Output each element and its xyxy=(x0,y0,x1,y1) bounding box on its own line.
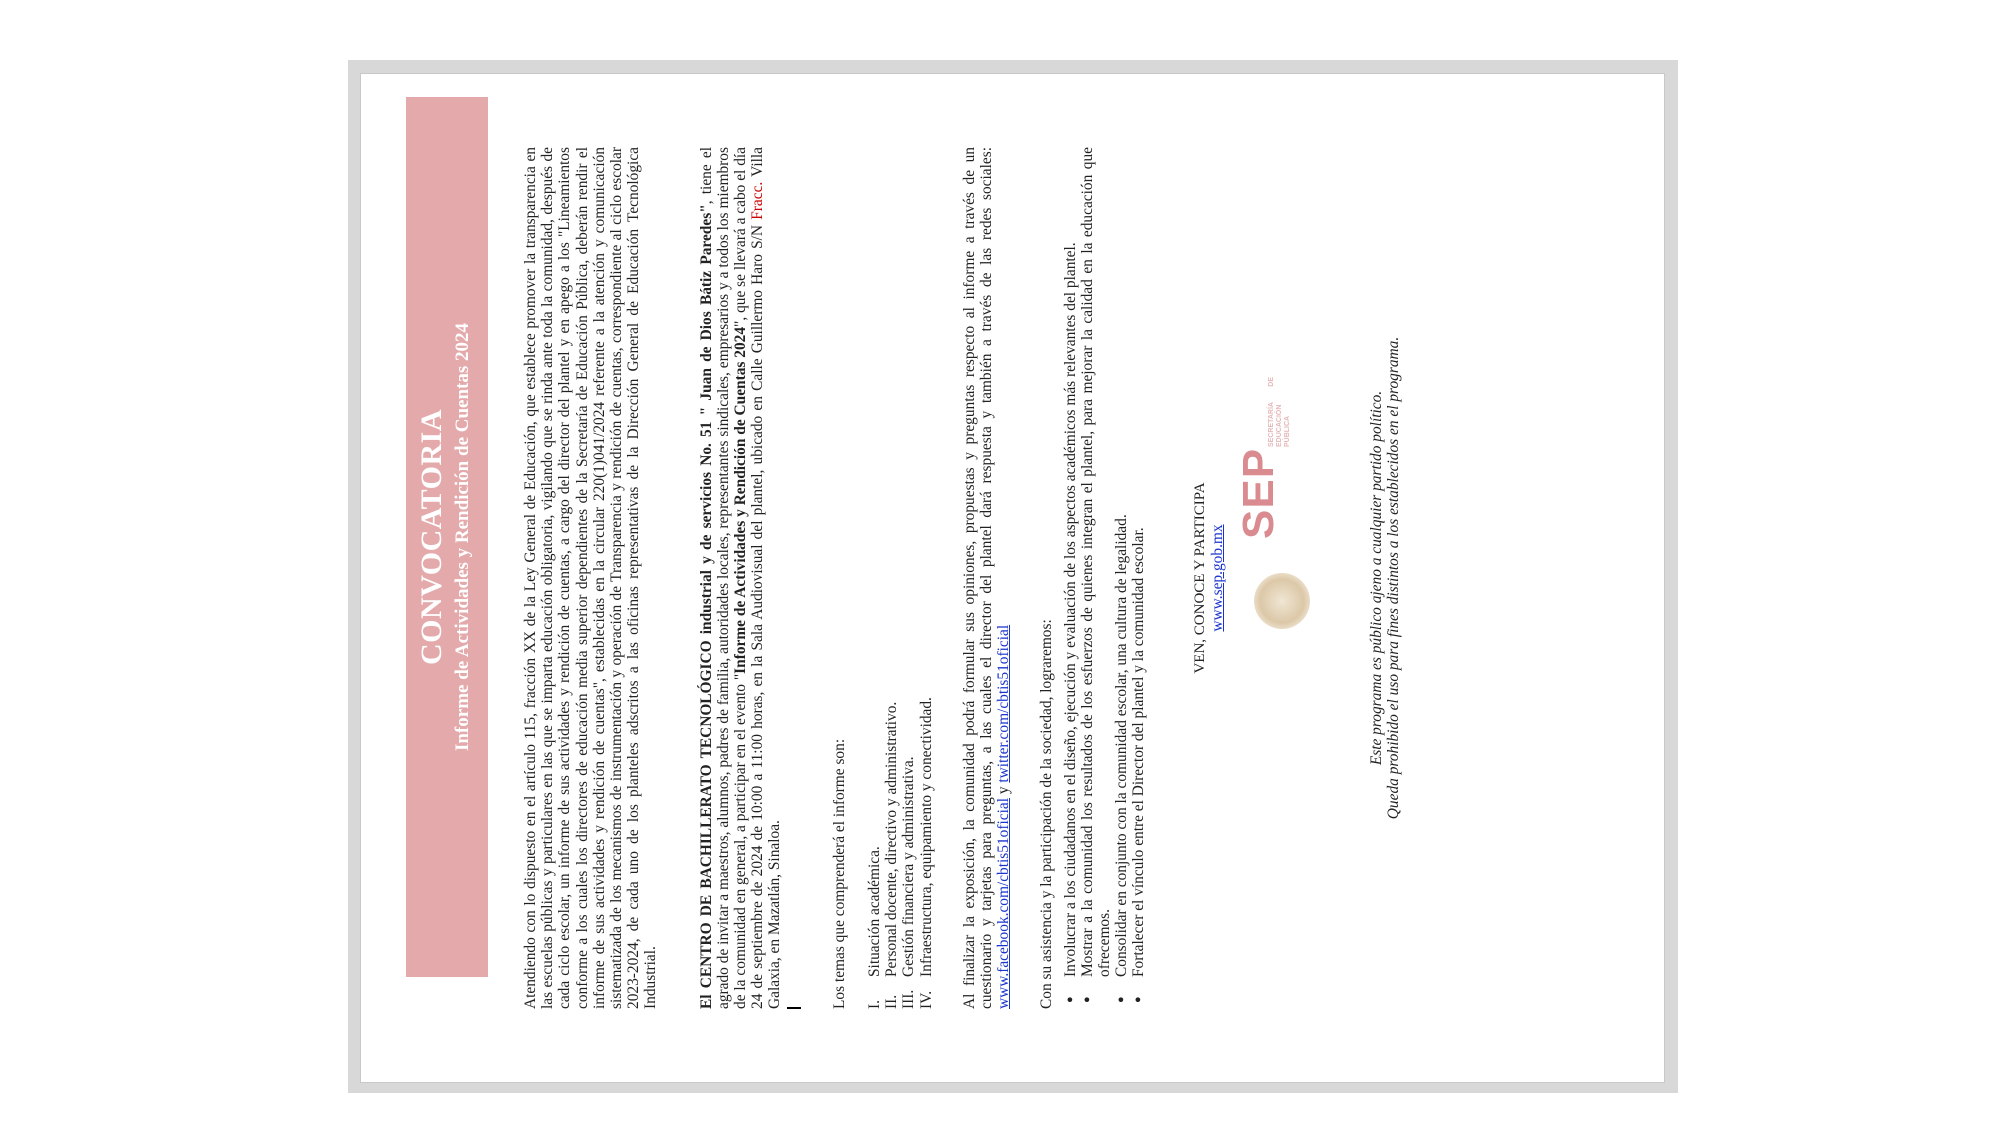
misspelled-word: Fracc. xyxy=(749,181,767,220)
text-cursor xyxy=(787,1007,801,1009)
disclaimer-line-2: Queda prohibido el uso para fines distintos a los establecidos en el programa. xyxy=(1385,336,1403,820)
sep-logo-subtitle: SECRETARÍA DE EDUCACIÓN PÚBLICA xyxy=(1268,377,1292,447)
invitation-paragraph xyxy=(698,147,784,1009)
logo-row xyxy=(1234,147,1332,1009)
topic-text: Personal docente, directivo y administrativo. xyxy=(883,701,901,977)
disclaimer xyxy=(1368,147,1402,1009)
national-seal-icon xyxy=(1254,573,1310,629)
topic-text: Gestión financiera y administrativa. xyxy=(900,756,918,977)
closing-block xyxy=(1192,147,1226,1009)
invitation-text-3: Villa Galaxia, en Mazatlán, Sinaloa. xyxy=(749,147,784,1009)
intro-paragraph: Atendiendo con lo dispuesto en el artículo 115, fracción XX de la Ley General de Educación, que establece promover la transparencia en las escuelas públicas y particulares en las que se imparta educación obligatoria, vigilando que se rinda ante toda la comunidad, después de cada ciclo escolar, un informe de sus actividades y rendición de cuentas, a cargo del director del plantel y en apego a los "Lineamientos conforme a los cuales los directores de educación media superior dependientes de la Secretaría de Educación Pública, deberán rendir el informe de sus actividades y rendición de cuentas", establecidas en la circular 220(1)041/2024 referente a la atención y comunicación sistematizada de los mecanismos de instrumentación y operación de Transparencia y rendición de cuentas, correspondiente al ciclo escolar 2023-2024, de cada uno de los planteles adscritos a las oficinas representativas de la Dirección General de Educación Tecnológica Industrial. xyxy=(522,147,660,1009)
disclaimer-line-1: Este programa es público ajeno a cualquier partido político. xyxy=(1368,390,1386,766)
facebook-link[interactable]: www.facebook.com/cbtis51oficial xyxy=(995,798,1013,1009)
feedback-paragraph xyxy=(961,147,1013,1009)
topic-item xyxy=(866,147,884,1009)
topic-number: IV. xyxy=(917,990,935,1009)
closing-slogan: VEN, CONOCE Y PARTICIPA xyxy=(1191,482,1208,674)
title-banner xyxy=(406,97,488,977)
topic-text: Situación académica. xyxy=(866,846,884,977)
document-page xyxy=(360,73,1665,1083)
feedback-text: Al finalizar la exposición, la comunidad podrá formular sus opiniones, propuestas y preguntas respecto al informe a través de un cuestionario y tarjetas para preguntas, a las cuales el director del plantel dará respuesta y también a través de las redes sociales: xyxy=(960,147,996,1009)
goal-item: ● Fortalecer el vínculo entre el Director del plantel y la comunidad escolar. xyxy=(1130,147,1147,977)
topic-number: II. xyxy=(883,994,901,1009)
event-name: Informe de Actividades y Rendición de Cuentas 2024 xyxy=(732,326,750,674)
topic-number: I. xyxy=(866,1000,884,1009)
goal-item: ● Consolidar en conjunto con la comunidad escolar, una cultura de legalidad. xyxy=(1113,147,1130,977)
goal-item: ● Involucrar a los ciudadanos en el diseño, ejecución y evaluación de los aspectos académicos más relevantes del plantel. xyxy=(1062,147,1079,977)
rotated-content xyxy=(366,89,1661,1089)
invitation-text-2: ", que se llevará a cabo el día 24 de septiembre de 2024 de 10:00 a 11:00 horas, en la Sala Audiovisual del plantel, ubicado en Calle Guillermo Haro S/N xyxy=(732,146,767,1009)
invitation-text-1: , tiene el agrado de invitar a maestros, alumnos, padres de familia, autoridades locales, representantes sindicales, empresarios y a todos los miembros de la comunidad en general, a participar en el evento " xyxy=(697,147,750,1009)
topics-intro: Los temas que comprenderá el informe son: xyxy=(830,738,848,1009)
banner-title: CONVOCATORIA xyxy=(415,409,448,665)
sep-website-link[interactable]: www.sep.gob.mx xyxy=(1208,524,1226,632)
goals-list xyxy=(1062,147,1148,1009)
goal-item: ● Mostrar a la comunidad los resultados de los esfuerzos de quienes integran el plantel, para mejorar la calidad en la educación que ofrecemos. xyxy=(1079,147,1113,977)
topic-text: Infraestructura, equipamiento y conectividad. xyxy=(917,697,935,977)
banner-subtitle: Informe de Actividades y Rendición de Cuentas 2024 xyxy=(452,322,473,752)
twitter-link[interactable]: twitter.com/cbtis51oficial xyxy=(995,624,1013,783)
goals-intro: Con su asistencia y la participación de la sociedad, lograremos: xyxy=(1038,619,1056,1009)
topics-list xyxy=(866,147,935,1009)
topic-number: III. xyxy=(900,989,918,1009)
sep-logo: SEP xyxy=(1234,447,1284,539)
feedback-conjunction: y xyxy=(995,782,1013,799)
topic-item xyxy=(917,147,935,1009)
topic-item xyxy=(883,147,901,1009)
topic-item xyxy=(900,147,918,1009)
school-name: El CENTRO DE BACHILLERATO TECNOLÓGICO industrial y de servicios No. 51 " Juan de Dios Bátiz Paredes" xyxy=(697,204,715,1009)
